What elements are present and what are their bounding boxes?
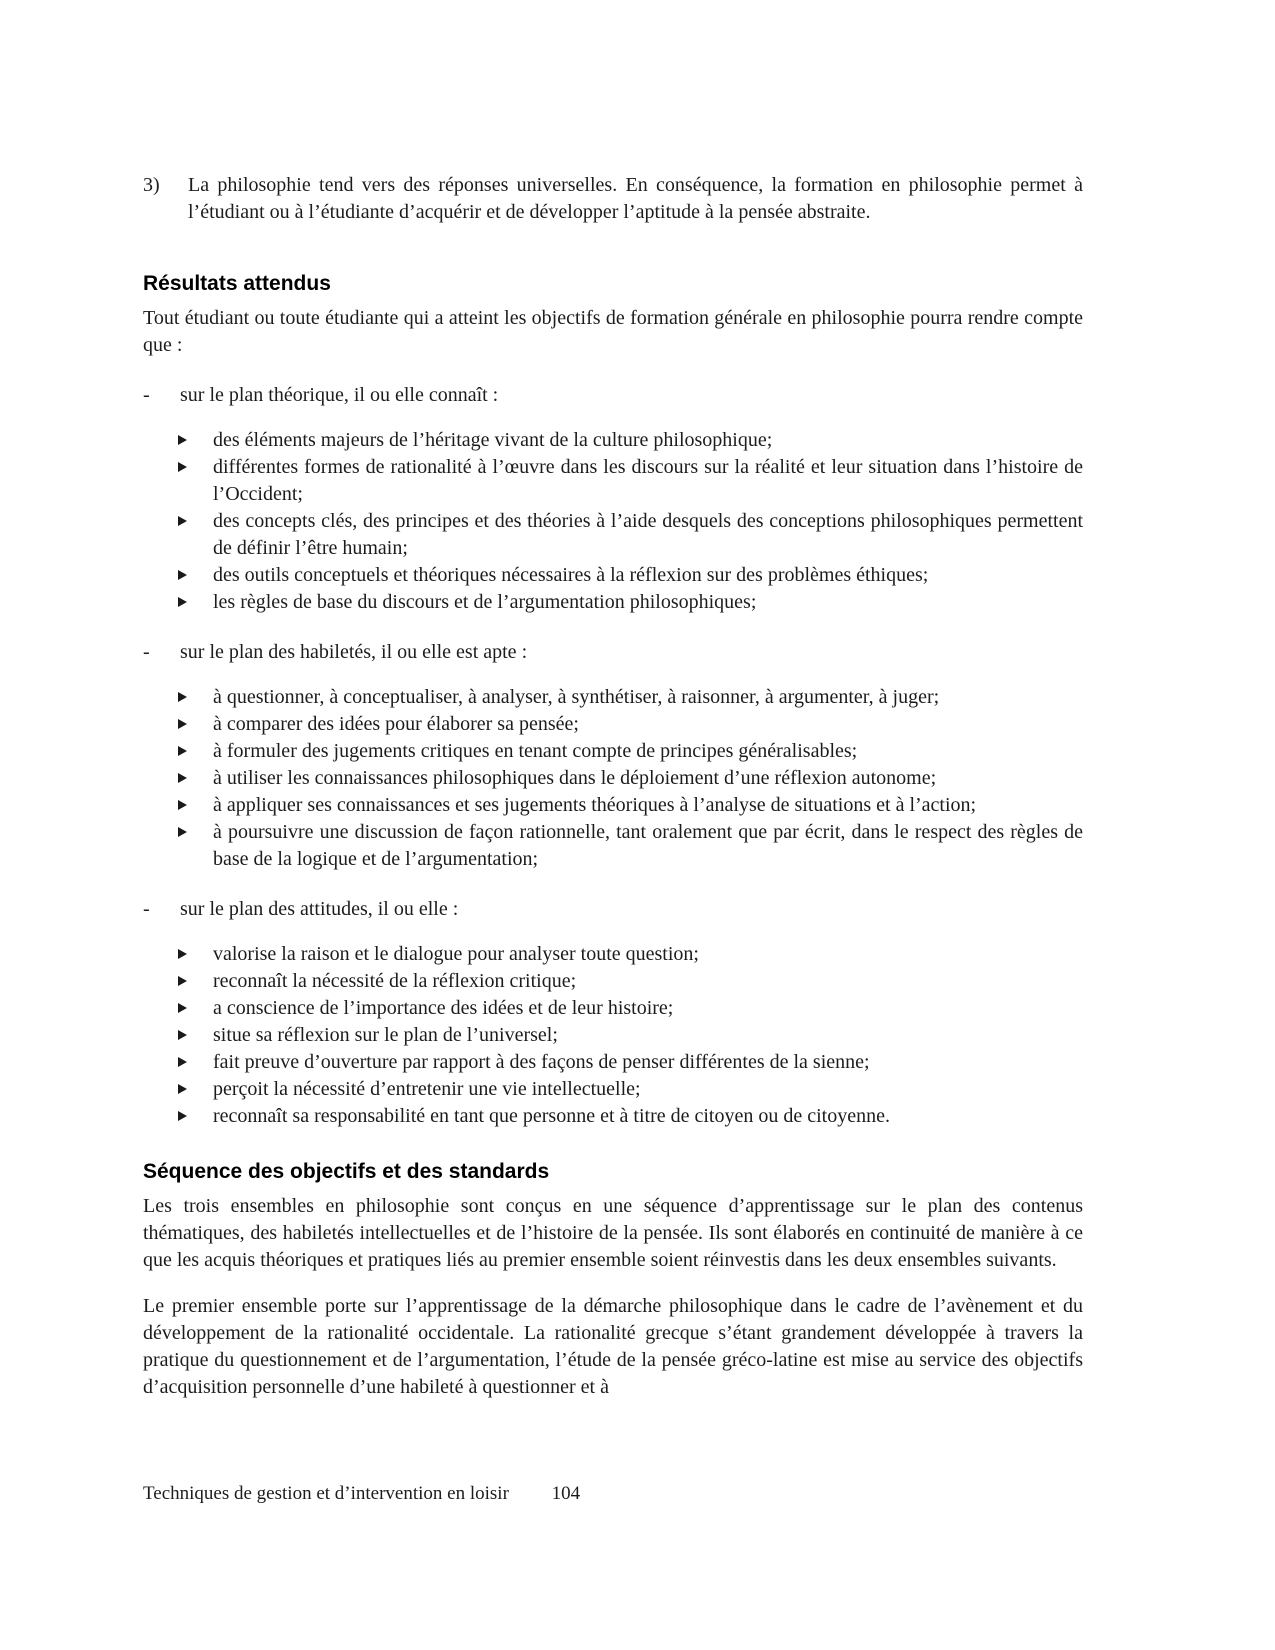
list-item-text: des concepts clés, des principes et des théories à l’aide desquels des conceptions philosophiques permettent de définir l’être humain; <box>213 510 1083 559</box>
dash-bullet: - <box>143 898 150 920</box>
arrow-bullet-icon <box>178 597 187 607</box>
list-item <box>178 1103 1083 1130</box>
arrow-bullet-icon <box>178 435 187 445</box>
list-item-text: à formuler des jugements critiques en tenant compte de principes généralisables; <box>213 740 858 762</box>
arrow-bullet-icon <box>178 949 187 959</box>
arrow-bullet-icon <box>178 773 187 783</box>
lead-paragraph: Tout étudiant ou toute étudiante qui a atteint les objectifs de formation générale en philosophie pourra rendre compte que : <box>143 307 1083 356</box>
arrow-bullet-icon <box>178 719 187 729</box>
list-item <box>178 738 1083 765</box>
list-item-text: a conscience de l’importance des idées et de leur histoire; <box>213 997 674 1019</box>
arrow-list-habiletes <box>178 684 1083 873</box>
dash-bullet: - <box>143 384 150 406</box>
arrow-bullet-icon <box>178 1111 187 1121</box>
list-item <box>178 1049 1083 1076</box>
list-item <box>178 684 1083 711</box>
list-item-text: perçoit la nécessité d’entretenir une vie intellectuelle; <box>213 1078 641 1100</box>
list-item <box>178 819 1083 873</box>
list-item-text: à utiliser les connaissances philosophiques dans le déploiement d’une réflexion autonome; <box>213 767 937 789</box>
list-item <box>178 1022 1083 1049</box>
list-item <box>178 995 1083 1022</box>
list-item-text: les règles de base du discours et de l’argumentation philosophiques; <box>213 591 757 613</box>
list-item-text: à poursuivre une discussion de façon rationnelle, tant oralement que par écrit, dans le respect des règles de base de la logique et de l’argumentation; <box>213 821 1083 870</box>
page-content <box>143 172 1083 1401</box>
body-paragraph: Le premier ensemble porte sur l’apprentissage de la démarche philosophique dans le cadre de l’avènement et du développement de la rationalité occidentale. La rationalité grecque s’étant grandement développée à travers la pratique du questionnement et de l’argumentation, l’étude de la pensée gréco-latine est mise au service des objectifs d’acquisition personnelle d’une habileté à questionner et à <box>143 1295 1083 1398</box>
list-item-text: différentes formes de rationalité à l’œuvre dans les discours sur la réalité et leur situation dans l’histoire de l’Occident; <box>213 456 1083 505</box>
arrow-bullet-icon <box>178 462 187 472</box>
arrow-bullet-icon <box>178 692 187 702</box>
footer-text: Techniques de gestion et d’intervention en loisir <box>143 1483 509 1504</box>
heading-resultats-attendus: Résultats attendus <box>143 272 331 295</box>
body-paragraph: Les trois ensembles en philosophie sont conçus en une séquence d’apprentissage sur le plan des contenus thématiques, des habiletés intellectuelles et de l’histoire de la pensée. Ils sont élaborés en continuité de manière à ce que les acquis théoriques et pratiques liés au premier ensemble soient réinvestis dans les deux ensembles suivants. <box>143 1195 1083 1271</box>
item-number: 3) <box>143 174 160 196</box>
item-text: La philosophie tend vers des réponses universelles. En conséquence, la formation en philosophie permet à l’étudiant ou à l’étudiante d’acquérir et de développer l’aptitude à la pensée abstraite. <box>188 174 1083 223</box>
arrow-bullet-icon <box>178 1003 187 1013</box>
list-item-text: des outils conceptuels et théoriques nécessaires à la réflexion sur des problèmes éthiques; <box>213 564 929 586</box>
dash-group-label: sur le plan des attitudes, il ou elle : <box>180 898 459 920</box>
numbered-paragraph <box>143 172 1083 226</box>
list-item-text: à appliquer ses connaissances et ses jugements théoriques à l’analyse de situations et à l’action; <box>213 794 977 816</box>
list-item <box>178 454 1083 508</box>
heading-sequence-objectifs: Séquence des objectifs et des standards <box>143 1160 550 1183</box>
arrow-list-attitudes <box>178 941 1083 1130</box>
list-item <box>178 562 1083 589</box>
list-item-text: reconnaît sa responsabilité en tant que personne et à titre de citoyen ou de citoyenne. <box>213 1105 890 1127</box>
arrow-bullet-icon <box>178 1084 187 1094</box>
list-item <box>178 765 1083 792</box>
list-item-text: fait preuve d’ouverture par rapport à des façons de penser différentes de la sienne; <box>213 1051 870 1073</box>
list-item-text: situe sa réflexion sur le plan de l’universel; <box>213 1024 558 1046</box>
arrow-bullet-icon <box>178 570 187 580</box>
list-item <box>178 941 1083 968</box>
list-item <box>178 1076 1083 1103</box>
list-item <box>178 508 1083 562</box>
list-item <box>178 427 1083 454</box>
dash-group-theorique <box>143 382 1083 409</box>
arrow-bullet-icon <box>178 976 187 986</box>
list-item-text: valorise la raison et le dialogue pour analyser toute question; <box>213 943 699 965</box>
dash-bullet: - <box>143 641 150 663</box>
arrow-bullet-icon <box>178 827 187 837</box>
arrow-bullet-icon <box>178 800 187 810</box>
footer-page-number: 104 <box>551 1483 581 1504</box>
list-item-text: à comparer des idées pour élaborer sa pensée; <box>213 713 579 735</box>
dash-group-label: sur le plan des habiletés, il ou elle est apte : <box>180 641 528 663</box>
list-item <box>178 589 1083 616</box>
list-item-text: reconnaît la nécessité de la réflexion critique; <box>213 970 577 992</box>
arrow-bullet-icon <box>178 516 187 526</box>
arrow-list-theorique <box>178 427 1083 616</box>
list-item-text: à questionner, à conceptualiser, à analyser, à synthétiser, à raisonner, à argumenter, à juger; <box>213 686 940 708</box>
arrow-bullet-icon <box>178 746 187 756</box>
arrow-bullet-icon <box>178 1030 187 1040</box>
dash-group-habiletes <box>143 639 1083 666</box>
page-footer <box>143 1482 580 1506</box>
arrow-bullet-icon <box>178 1057 187 1067</box>
list-item <box>178 711 1083 738</box>
dash-group-label: sur le plan théorique, il ou elle connaît : <box>180 384 499 406</box>
list-item <box>178 792 1083 819</box>
dash-group-attitudes <box>143 896 1083 923</box>
list-item <box>178 968 1083 995</box>
list-item-text: des éléments majeurs de l’héritage vivant de la culture philosophique; <box>213 429 773 451</box>
